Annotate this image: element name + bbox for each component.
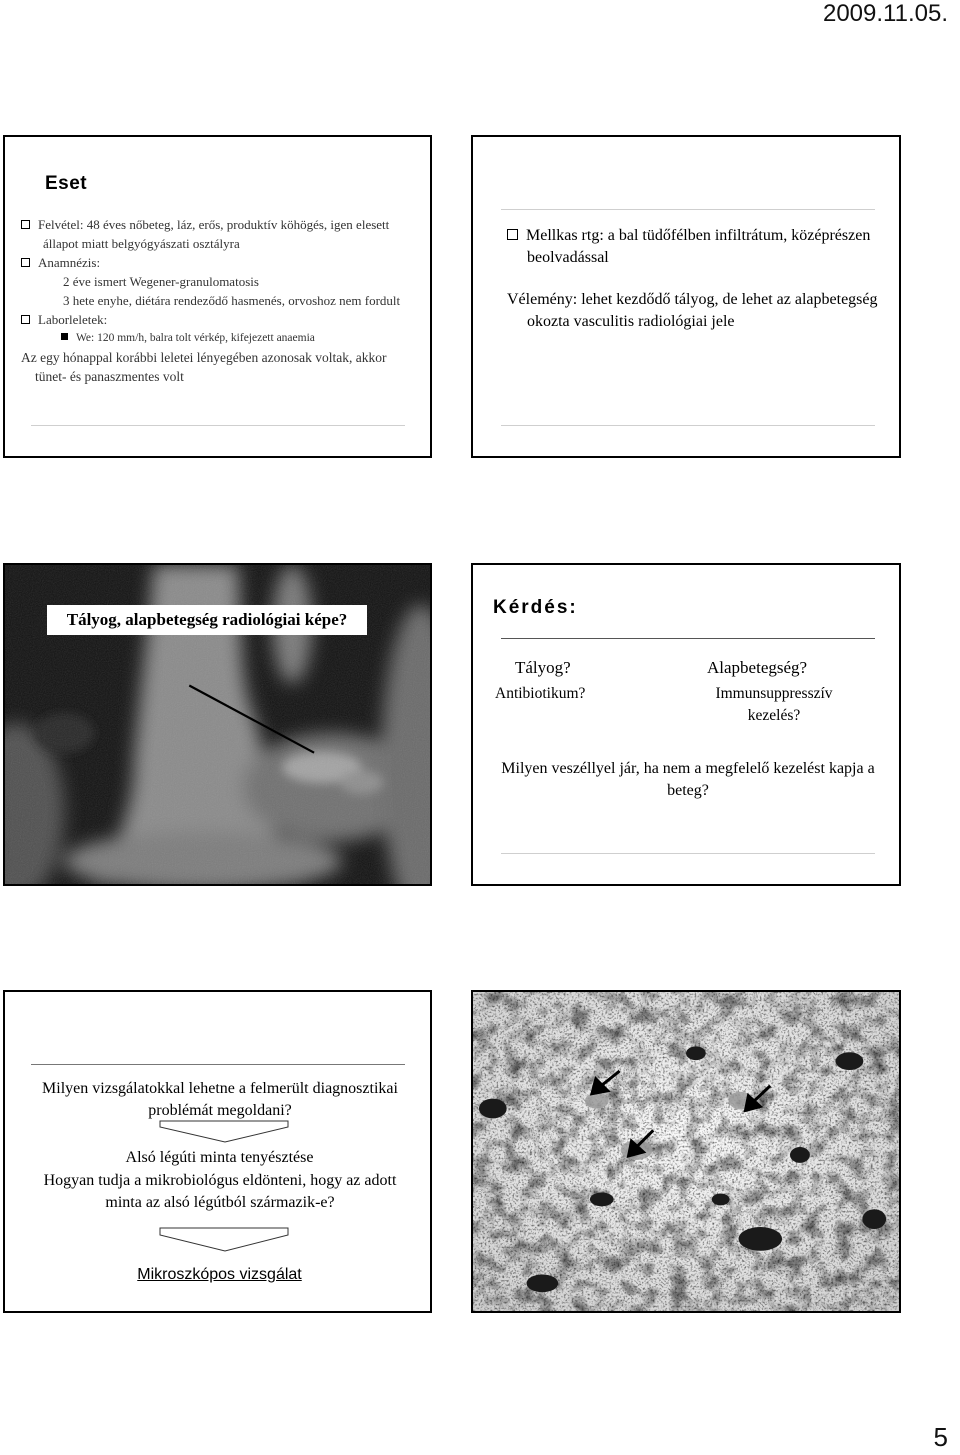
list-item: Az egy hónappal korábbi leletei lényegében azonosak voltak, akkor tünet- és panaszmentes volt	[21, 350, 387, 384]
question-immunosuppressive: Immunsuppresszív kezelés?	[715, 685, 833, 724]
slide-title: Eset	[45, 173, 88, 194]
page-number: 5	[933, 1422, 948, 1452]
list-item: We: 120 mm/h, balra tolt vérkép, kifejezett anaemia	[21, 329, 421, 348]
divider	[501, 425, 875, 426]
question-underlying-disease: Alapbetegség?	[707, 658, 808, 677]
microscopy-image	[473, 992, 899, 1311]
opinion: Vélemény: lehet kezdődő tályog, de lehet az alapbetegség okozta vasculitis radiológiai jele	[507, 291, 878, 330]
checkbox-bullet-icon	[21, 258, 30, 267]
slide-title: Kérdés:	[493, 597, 578, 618]
finding: Mellkas rtg: a bal tüdőfélben infiltrátum, középrészen beolvadással	[507, 225, 887, 269]
divider	[501, 209, 875, 210]
down-arrow-icon	[159, 1227, 289, 1253]
divider	[31, 425, 405, 426]
case-text	[21, 215, 421, 386]
slide-radiology-finding	[471, 135, 901, 458]
list-item: Felvétel: 48 éves nőbeteg, láz, erős, produktív köhögés, igen elesett állapot miatt belgyógyászati osztályra	[21, 215, 421, 253]
slide-microscopy	[471, 990, 901, 1313]
list-item: Laborleletek:	[21, 310, 421, 329]
slide-xray	[3, 563, 432, 886]
microscopy-step: Mikroszkópos vizsgálat	[137, 1266, 302, 1283]
header-date: 2009.11.05.	[822, 0, 948, 27]
slide-questions	[471, 563, 901, 886]
culture-step: Alsó légúti minta tenyésztése	[125, 1149, 314, 1166]
risk-question: Milyen veszéllyel jár, ha nem a megfelelő kezelést kapja a beteg?	[501, 760, 875, 799]
square-bullet-icon	[61, 333, 68, 340]
question-abscess: Tályog?	[515, 658, 571, 677]
divider	[501, 853, 875, 854]
checkbox-bullet-icon	[21, 220, 30, 229]
question-antibiotic: Antibiotikum?	[495, 685, 586, 702]
slide-case	[3, 135, 432, 458]
finding-text	[507, 225, 887, 333]
list-item: 2 éve ismert Wegener-granulomatosis	[63, 274, 259, 289]
divider	[31, 1064, 405, 1065]
divider	[501, 638, 875, 639]
diagnostic-question: Milyen vizsgálatokkal lehetne a felmerült diagnosztikai problémát megoldani?	[42, 1080, 398, 1119]
list-item: Anamnézis:	[21, 253, 421, 272]
checkbox-bullet-icon	[507, 229, 518, 240]
checkbox-bullet-icon	[21, 315, 30, 324]
slide-diagnostics	[3, 990, 432, 1313]
down-arrow-icon	[159, 1120, 289, 1144]
sample-origin-question: Hogyan tudja a mikrobiológus eldönteni, hogy az adott minta az alsó légútból származik-e?	[43, 1172, 397, 1211]
list-item: 3 hete enyhe, diétára rendeződő hasmenés, orvoshoz nem fordult	[63, 293, 401, 308]
xray-caption: Tályog, alapbetegség radiológiai képe?	[47, 605, 367, 635]
